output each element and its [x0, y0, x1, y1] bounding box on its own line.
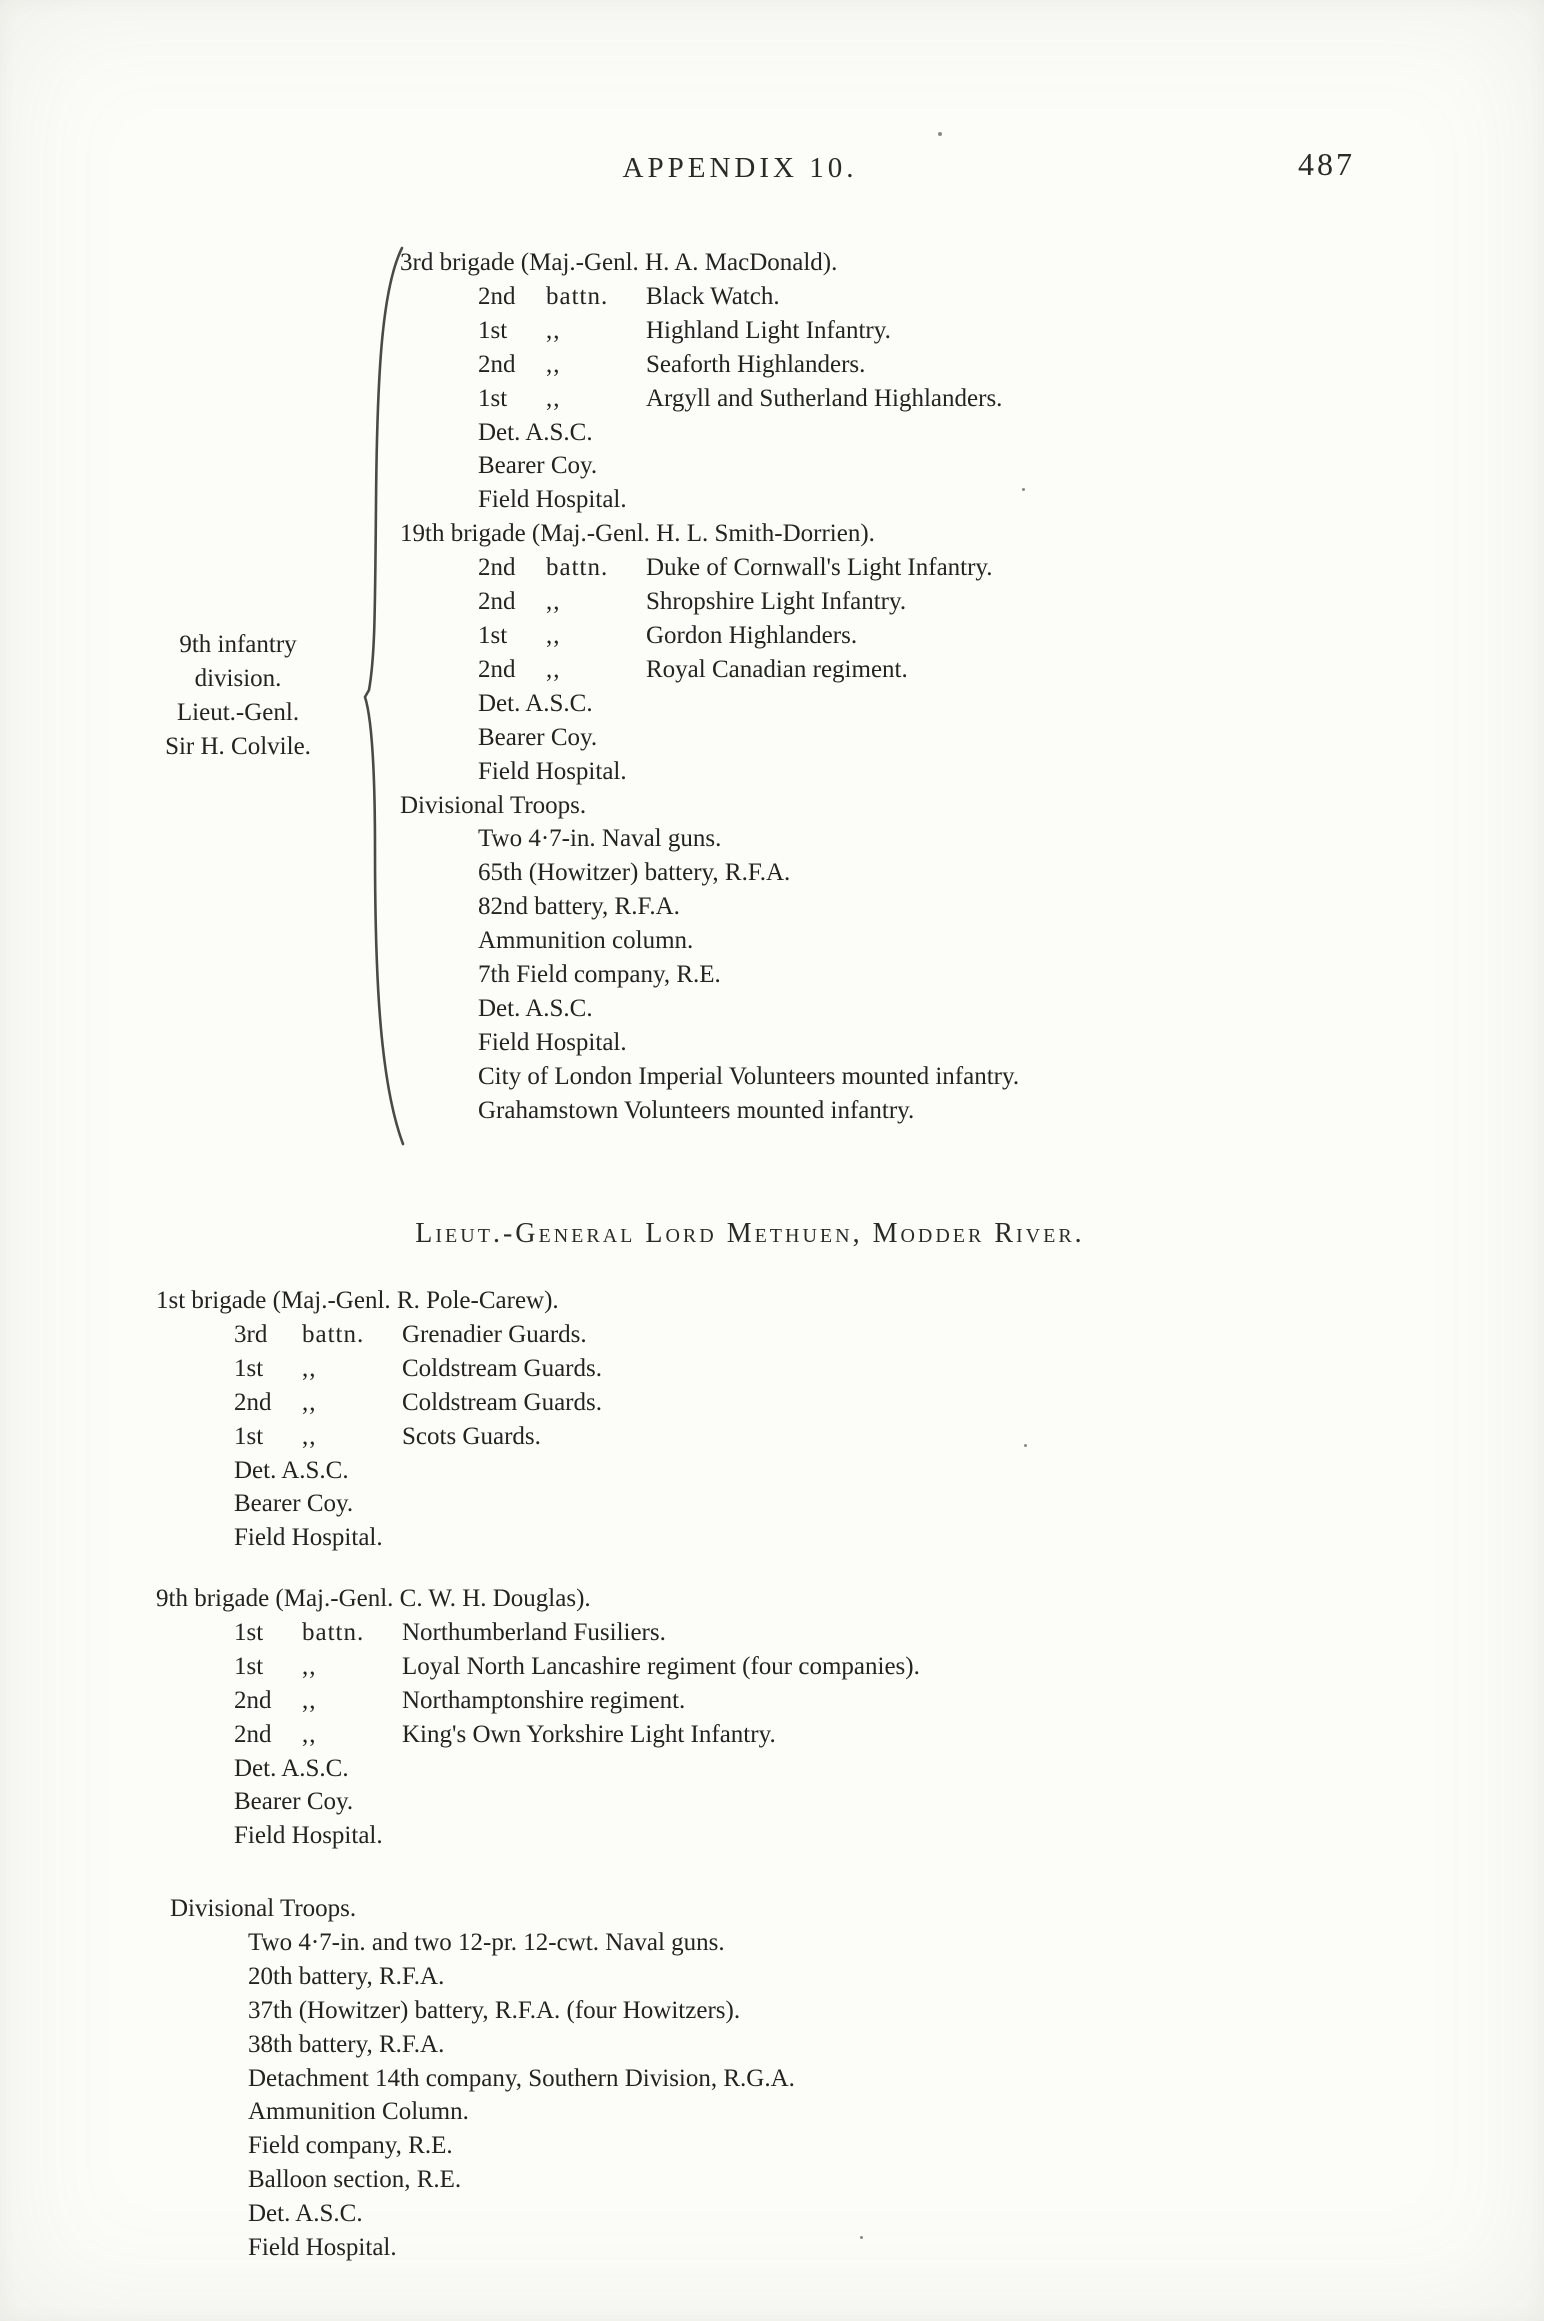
entry-line: Field Hospital. — [248, 2234, 397, 2262]
entry-line: Field company, R.E. — [248, 2132, 453, 2160]
methuen-divisional-troops-entries — [170, 1892, 795, 2265]
entry-line: Field Hospital. — [234, 1822, 383, 1850]
unit-name: Gordon Highlanders. — [646, 621, 858, 649]
unit-ordinal: 2nd — [234, 1686, 272, 1714]
unit-separator: ,, — [546, 655, 561, 683]
entry-line — [156, 1684, 920, 1718]
unit-separator: ,, — [546, 588, 561, 616]
entry-line — [400, 382, 1019, 416]
unit-ordinal: 1st — [478, 316, 508, 344]
unit-ordinal: 2nd — [478, 282, 516, 310]
entry-line: 82nd battery, R.F.A. — [478, 893, 680, 921]
entry-line: Bearer Coy. — [234, 1788, 354, 1816]
unit-name: Scots Guards. — [402, 1422, 541, 1450]
page-number: 487 — [1298, 146, 1355, 182]
entry-line: 7th Field company, R.E. — [478, 961, 721, 989]
division-label-line: Sir H. Colvile. — [165, 732, 311, 760]
entry-line — [400, 551, 1019, 585]
unit-separator: ,, — [302, 1652, 317, 1680]
entry-heading: 1st brigade (Maj.-Genl. R. Pole-Carew). — [156, 1287, 559, 1314]
division-label-line: division. — [194, 664, 282, 692]
unit-separator: battn. — [302, 1618, 365, 1646]
unit-separator: ,, — [302, 1686, 317, 1714]
unit-name: Coldstream Guards. — [402, 1388, 602, 1416]
entry-line: Bearer Coy. — [478, 723, 598, 751]
unit-ordinal: 2nd — [234, 1720, 272, 1748]
entry-line: Field Hospital. — [478, 1028, 627, 1056]
unit-name: Northumberland Fusiliers. — [402, 1618, 666, 1646]
unit-ordinal: 2nd — [478, 588, 516, 616]
entry-line — [156, 1386, 602, 1420]
entry-line — [156, 1420, 602, 1454]
scan-speck — [1024, 1444, 1027, 1447]
entry-line — [400, 653, 1019, 687]
unit-ordinal: 1st — [234, 1652, 264, 1680]
unit-ordinal: 2nd — [478, 655, 516, 683]
unit-name: Duke of Cornwall's Light Infantry. — [646, 554, 993, 582]
entry-line: Field Hospital. — [478, 757, 627, 785]
unit-separator: battn. — [546, 554, 609, 582]
entry-line: Field Hospital. — [234, 1524, 383, 1552]
scan-speck — [860, 2236, 863, 2239]
unit-separator: ,, — [302, 1388, 317, 1416]
entry-line: 65th (Howitzer) battery, R.F.A. — [478, 859, 791, 887]
unit-separator: ,, — [302, 1422, 317, 1450]
entry-heading: 19th brigade (Maj.-Genl. H. L. Smith-Dorrien). — [400, 520, 875, 548]
unit-name: Northamptonshire regiment. — [402, 1686, 686, 1714]
entry-line: Grahamstown Volunteers mounted infantry. — [478, 1096, 915, 1124]
unit-ordinal: 1st — [478, 384, 508, 412]
entry-heading: 3rd brigade (Maj.-Genl. H. A. MacDonald). — [400, 249, 838, 276]
unit-ordinal: 1st — [234, 1354, 264, 1382]
entry-line: Bearer Coy. — [478, 452, 598, 480]
entry-line: Two 4·7-in. Naval guns. — [478, 825, 722, 853]
unit-name: King's Own Yorkshire Light Infantry. — [402, 1720, 776, 1748]
page-title: APPENDIX 10. — [622, 152, 858, 184]
entry-line — [400, 585, 1019, 619]
entry-line — [156, 1616, 920, 1650]
entry-line — [400, 619, 1019, 653]
entry-line: Det. A.S.C. — [234, 1456, 349, 1484]
entry-line: 37th (Howitzer) battery, R.F.A. (four Howitzers). — [248, 1996, 741, 2024]
unit-name: Black Watch. — [646, 282, 780, 310]
methuen-brigade-9-entries — [156, 1582, 920, 1853]
division-entries — [400, 246, 1019, 1128]
unit-separator: ,, — [546, 621, 561, 649]
entry-line: Bearer Coy. — [234, 1490, 354, 1518]
unit-name: Argyll and Sutherland Highlanders. — [646, 384, 1003, 412]
methuen-heading: Lieut.-General Lord Methuen, Modder River. — [415, 1218, 1085, 1249]
unit-separator: ,, — [546, 316, 561, 344]
unit-name: Shropshire Light Infantry. — [646, 588, 907, 616]
entry-line: City of London Imperial Volunteers mounted infantry. — [478, 1062, 1020, 1090]
unit-separator: ,, — [302, 1354, 317, 1382]
unit-separator: ,, — [546, 350, 561, 378]
unit-ordinal: 1st — [234, 1422, 264, 1450]
unit-name: Highland Light Infantry. — [646, 316, 891, 344]
entry-line — [156, 1718, 920, 1752]
unit-ordinal: 2nd — [478, 554, 516, 582]
unit-name: Coldstream Guards. — [402, 1354, 602, 1382]
entry-line: Det. A.S.C. — [234, 1754, 349, 1782]
division-label-line: 9th infantry — [179, 631, 297, 658]
entry-line: Det. A.S.C. — [478, 994, 593, 1022]
entry-line — [400, 348, 1019, 382]
unit-ordinal: 3rd — [234, 1320, 268, 1348]
unit-separator: ,, — [302, 1720, 317, 1748]
scan-speck — [1022, 488, 1025, 491]
entry-line: Det. A.S.C. — [478, 689, 593, 717]
division-label — [104, 628, 372, 764]
unit-name: Loyal North Lancashire regiment (four companies). — [402, 1652, 920, 1680]
entry-line: Ammunition Column. — [248, 2098, 469, 2126]
entry-heading: 9th brigade (Maj.-Genl. C. W. H. Douglas). — [156, 1585, 591, 1612]
unit-name: Seaforth Highlanders. — [646, 350, 866, 378]
entry-heading: Divisional Troops. — [170, 1895, 357, 1922]
methuen-brigade-1-entries — [156, 1284, 602, 1555]
division-label-line: Lieut.-Genl. — [176, 698, 300, 726]
unit-name: Grenadier Guards. — [402, 1320, 587, 1348]
unit-ordinal: 1st — [478, 621, 508, 649]
entry-line — [400, 314, 1019, 348]
unit-separator: battn. — [546, 282, 609, 310]
entry-line: Det. A.S.C. — [478, 418, 593, 446]
entry-line: 20th battery, R.F.A. — [248, 1962, 445, 1990]
unit-ordinal: 2nd — [478, 350, 516, 378]
entry-line — [156, 1318, 602, 1352]
entry-line: Balloon section, R.E. — [248, 2166, 462, 2194]
entry-line — [156, 1352, 602, 1386]
entry-line — [156, 1650, 920, 1684]
unit-separator: battn. — [302, 1320, 365, 1348]
entry-line — [400, 280, 1019, 314]
entry-line: Two 4·7-in. and two 12-pr. 12-cwt. Naval guns. — [248, 1928, 725, 1956]
entry-line: Ammunition column. — [478, 927, 694, 955]
unit-separator: ,, — [546, 384, 561, 412]
unit-ordinal: 1st — [234, 1618, 264, 1646]
entry-heading: Divisional Troops. — [400, 791, 587, 819]
entry-line: 38th battery, R.F.A. — [248, 2030, 445, 2058]
entry-line: Field Hospital. — [478, 486, 627, 514]
unit-ordinal: 2nd — [234, 1388, 272, 1416]
scan-speck — [938, 132, 942, 136]
entry-line: Det. A.S.C. — [248, 2200, 363, 2228]
unit-name: Royal Canadian regiment. — [646, 655, 908, 683]
entry-line: Detachment 14th company, Southern Division, R.G.A. — [248, 2064, 795, 2092]
